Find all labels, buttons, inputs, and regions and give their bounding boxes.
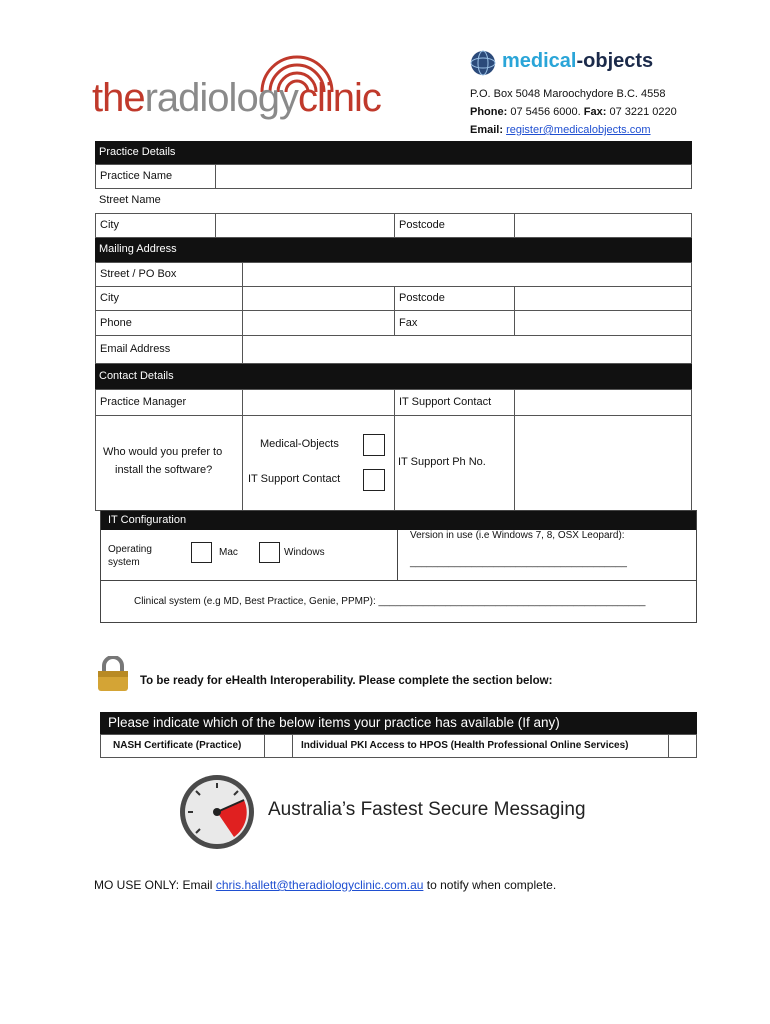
email-link[interactable]: register@medicalobjects.com <box>506 124 651 136</box>
street-po-label: Street / PO Box <box>95 262 243 287</box>
padlock-icon <box>96 656 130 692</box>
ehealth-notice: To be ready for eHealth Interoperability. Please complete the section below: <box>140 675 553 687</box>
it-support-contact-label: IT Support Contact <box>394 389 515 416</box>
it-configuration-header: IT Configuration <box>100 510 697 530</box>
fax-label: Fax: <box>583 106 607 118</box>
nash-cell <box>100 734 265 758</box>
option-medical-objects-label: Medical-Objects <box>260 438 339 450</box>
it-support-phone-label: IT Support Ph No. <box>394 415 515 511</box>
mailing-postcode-field[interactable] <box>514 286 692 311</box>
brand-medical: medical <box>502 50 577 72</box>
phone-label-cell: Phone <box>95 310 243 336</box>
postcode-label: Postcode <box>394 213 515 238</box>
os-label: Operating system <box>108 544 152 568</box>
clinical-system-line[interactable]: Clinical system (e.g MD, Best Practice, Genie, PPMP): ________________________________________________ <box>134 596 646 607</box>
globe-icon <box>470 50 496 76</box>
it-support-checkbox[interactable] <box>363 469 385 491</box>
street-name-label: Street Name <box>99 194 161 206</box>
fax-label-cell: Fax <box>394 310 515 336</box>
it-support-phone-field[interactable] <box>514 415 692 511</box>
mailing-postcode-label: Postcode <box>394 286 515 311</box>
contact-details-header: Contact Details <box>95 364 692 389</box>
pki-checkbox-cell[interactable] <box>668 734 697 758</box>
version-prompt: Version in use (i.e Windows 7, 8, OSX Leopard): <box>410 530 625 541</box>
pki-cell <box>292 734 669 758</box>
version-line[interactable]: _______________________________________ <box>410 557 627 568</box>
street-po-field[interactable] <box>242 262 692 287</box>
nash-label: NASH Certificate (Practice) <box>113 740 242 751</box>
phone-fax-line <box>470 106 677 118</box>
practice-name-field[interactable] <box>215 164 692 189</box>
footer-email-link[interactable]: chris.hallett@theradiologyclinic.com.au <box>215 878 424 892</box>
practice-name-label: Practice Name <box>95 164 216 189</box>
prefer-question-1: Who would you prefer to <box>103 446 223 458</box>
mailing-address-header: Mailing Address <box>95 238 692 262</box>
brand-objects: -objects <box>576 50 654 72</box>
install-preference-label <box>95 415 243 511</box>
email-label: Email: <box>470 124 504 136</box>
nash-checkbox-cell[interactable] <box>264 734 293 758</box>
os-divider <box>397 530 398 581</box>
windows-checkbox[interactable] <box>259 542 280 563</box>
mo-use-only-note <box>94 878 556 892</box>
email-address-field[interactable] <box>242 335 692 364</box>
option-it-support-label: IT Support Contact <box>248 473 341 485</box>
it-support-contact-field[interactable] <box>514 389 692 416</box>
footer-suffix: to notify when complete. <box>423 878 557 892</box>
fax-value: 07 3221 0220 <box>609 106 677 118</box>
logo-clinic: clinic <box>297 76 381 120</box>
medical-objects-checkbox[interactable] <box>363 434 385 456</box>
phone-value: 07 5456 6000. <box>510 106 581 118</box>
slogan: Australia’s Fastest Secure Messaging <box>268 799 586 820</box>
address: P.O. Box 5048 Maroochydore B.C. 4558 <box>470 88 666 100</box>
windows-label: Windows <box>284 547 325 558</box>
mac-checkbox[interactable] <box>191 542 212 563</box>
install-preference-options <box>242 415 395 511</box>
practice-details-header: Practice Details <box>95 141 692 164</box>
city-field[interactable] <box>215 213 395 238</box>
mailing-city-field[interactable] <box>242 286 395 311</box>
fax-field[interactable] <box>514 310 692 336</box>
prefer-question-2: install the software? <box>115 464 213 476</box>
pki-label: Individual PKI Access to HPOS (Health Professional Online Services) <box>301 740 629 751</box>
email-line <box>470 124 651 136</box>
speedometer-icon <box>178 773 256 851</box>
city-label: City <box>95 213 216 238</box>
availability-header: Please indicate which of the below items your practice has available (If any) <box>100 712 697 734</box>
radiology-clinic-logo <box>92 44 412 124</box>
logo-radiology: radiology <box>144 76 298 120</box>
practice-manager-label: Practice Manager <box>95 389 243 416</box>
medical-objects-logo <box>470 50 690 80</box>
phone-field[interactable] <box>242 310 395 336</box>
postcode-field[interactable] <box>514 213 692 238</box>
logo-the: the <box>92 76 145 120</box>
phone-label: Phone: <box>470 106 508 118</box>
practice-manager-field[interactable] <box>242 389 395 416</box>
footer-prefix: MO USE ONLY: Email <box>94 878 216 892</box>
email-address-label: Email Address <box>95 335 243 364</box>
mac-label: Mac <box>219 547 238 558</box>
mailing-city-label: City <box>95 286 243 311</box>
